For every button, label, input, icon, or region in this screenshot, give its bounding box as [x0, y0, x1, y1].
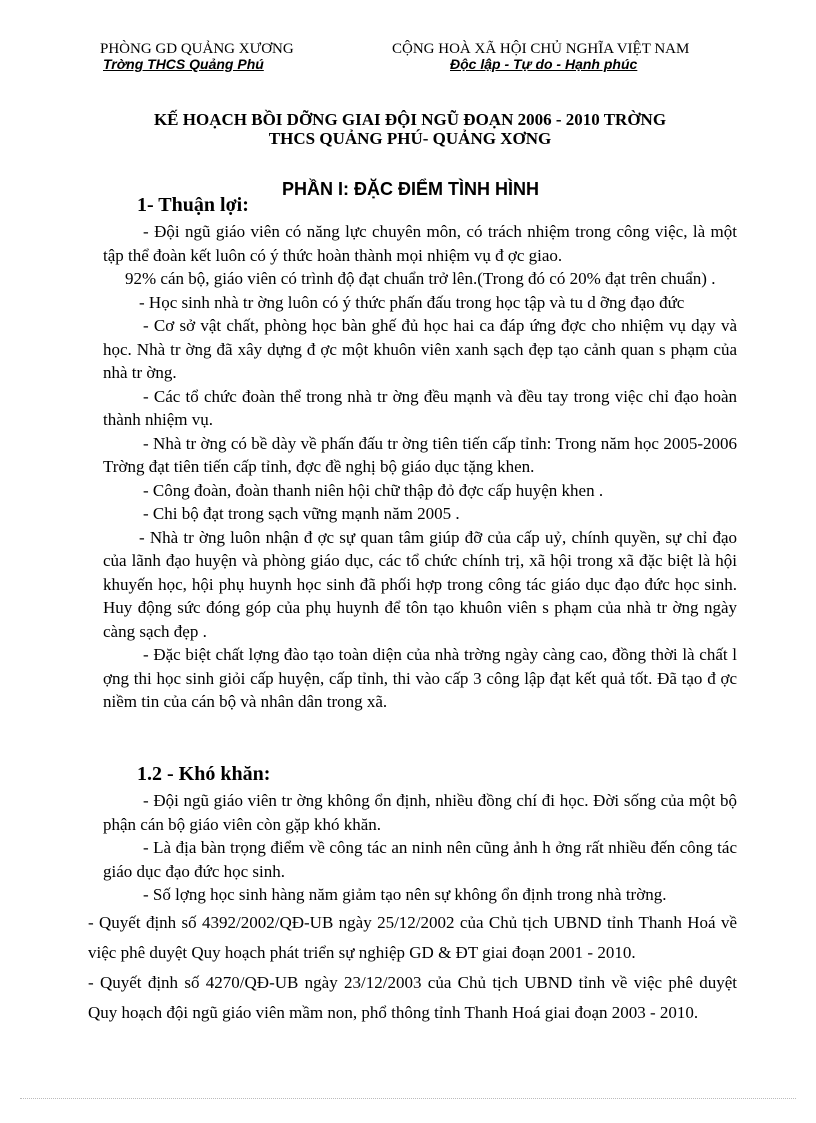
section-heading-difficulties: 1.2 - Khó khăn:: [137, 763, 271, 785]
paragraph: - Chi bộ đạt trong sạch vững mạnh năm 2005 .: [143, 504, 460, 523]
paragraph: - Đội ngũ giáo viên tr ờng không ổn định, nhiều đồng chí đi học. Đời sống của một bộ phận cán bộ giáo viên còn gặp khó khăn.: [103, 791, 737, 834]
header-left: [100, 42, 294, 72]
section-heading-advantages: 1- Thuận lợi:: [137, 194, 249, 216]
part-heading: PHẦN I: ĐẶC ĐIỂM TÌNH HÌNH: [282, 179, 539, 199]
advantages-body: [103, 220, 737, 714]
title-line-2: THCS QUẢNG PHÚ- QUẢNG XƠNG: [268, 129, 552, 148]
decision-item: - Quyết định số 4270/QĐ-UB ngày 23/12/2003 của Chủ tịch UBND tỉnh về việc phê duyệt Quy hoạch đội ngũ giáo viên mầm non, phổ thông tỉnh Thanh Hoá giai đoạn 2003 - 2010.: [88, 973, 737, 1022]
header-right: [392, 42, 689, 72]
national-motto: Độc lập - Tự do - Hạnh phúc: [450, 56, 638, 72]
decision-item: - Quyết định số 4392/2002/QĐ-UB ngày 25/12/2002 của Chủ tịch UBND tỉnh Thanh Hoá về việc phê duyệt Quy hoạch phát triển sự nghiệp GD & ĐT giai đoạn 2001 - 2010.: [88, 913, 737, 962]
paragraph: - Là địa bàn trọng điểm về công tác an ninh nên cũng ảnh h ởng rất nhiều đến công tác giáo dục đạo đức học sinh.: [103, 838, 737, 881]
paragraph: - Nhà tr ờng luôn nhận đ ợc sự quan tâm giúp đỡ của cấp uỷ, chính quyền, sự chỉ đạo của lãnh đạo huyện và phòng giáo dục, các tổ chức chính trị, xã hội trong xã đặc biệt là hội khuyến học, hội phụ huynh học sinh đã phối hợp trong công tác giáo dục đạo đức học sinh. Huy động sức đóng góp của phụ huynh để tôn tạo khuôn viên s phạm của nhà tr ờng ngày càng sạch đẹp .: [103, 527, 737, 641]
paragraph: - Đội ngũ giáo viên có năng lực chuyên môn, có trách nhiệm trong công việc, là một tập thể đoàn kết luôn có ý thức hoàn thành mọi nhiệm vụ đ ợc giao.: [103, 222, 737, 265]
paragraph: - Đặc biệt chất lợng đào tạo toàn diện của nhà trờng ngày càng cao, đồng thời là chất l ợng thi học sinh giỏi cấp huyện, cấp tỉnh, thi vào cấp 3 công lập đạt kết quả tốt. Đã tạo đ ợc niềm tin của cán bộ và nhân dân trong xã.: [103, 645, 737, 711]
department-name: PHÒNG GD QUẢNG XƯƠNG: [100, 41, 294, 57]
paragraph: - Nhà tr ờng có bề dày về phấn đấu tr ờng tiên tiến cấp tỉnh: Trong năm học 2005-2006 Trờng đạt tiên tiến cấp tỉnh, đợc đề nghị bộ giáo dục tặng khen.: [103, 433, 737, 476]
school-name: Trờng THCS Quảng Phú: [103, 56, 264, 72]
page-footer-divider: [20, 1098, 796, 1099]
document-title: [60, 110, 760, 148]
title-line-1: KẾ HOẠCH BỒI DỠNG GIAI ĐỘI NGŨ ĐOẠN 2006 - 2010 TRỜNG: [153, 110, 667, 129]
national-title: CỘNG HOÀ XÃ HỘI CHỦ NGHĨA VIỆT NAM: [392, 41, 690, 57]
paragraph: - Số lợng học sinh hàng năm giảm tạo nên sự không ổn định trong nhà trờng.: [143, 885, 667, 904]
paragraph: - Công đoàn, đoàn thanh niên hội chữ thập đỏ đợc cấp huyện khen .: [143, 480, 604, 500]
paragraph: 92% cán bộ, giáo viên có trình độ đạt chuẩn trở lên.(Trong đó có 20% đạt trên chuẩn) .: [125, 269, 716, 288]
decisions-body: [88, 908, 737, 1028]
paragraph: - Cơ sở vật chất, phòng học bàn ghế đủ học hai ca đáp ứng đợc cho nhiệm vụ dạy và học. Nhà tr ờng đã xây dựng đ ợc một khuôn viên xanh sạch đẹp tạo cảnh quan s phạm của nhà tr ờng.: [103, 316, 737, 382]
paragraph: - Các tổ chức đoàn thể trong nhà tr ờng đều mạnh và đều tay trong việc chỉ đạo hoàn thành nhiệm vụ.: [103, 386, 737, 429]
difficulties-body: [103, 789, 737, 907]
paragraph: - Học sinh nhà tr ờng luôn có ý thức phấn đấu trong học tập và tu d ỡng đạo đức: [139, 292, 685, 312]
